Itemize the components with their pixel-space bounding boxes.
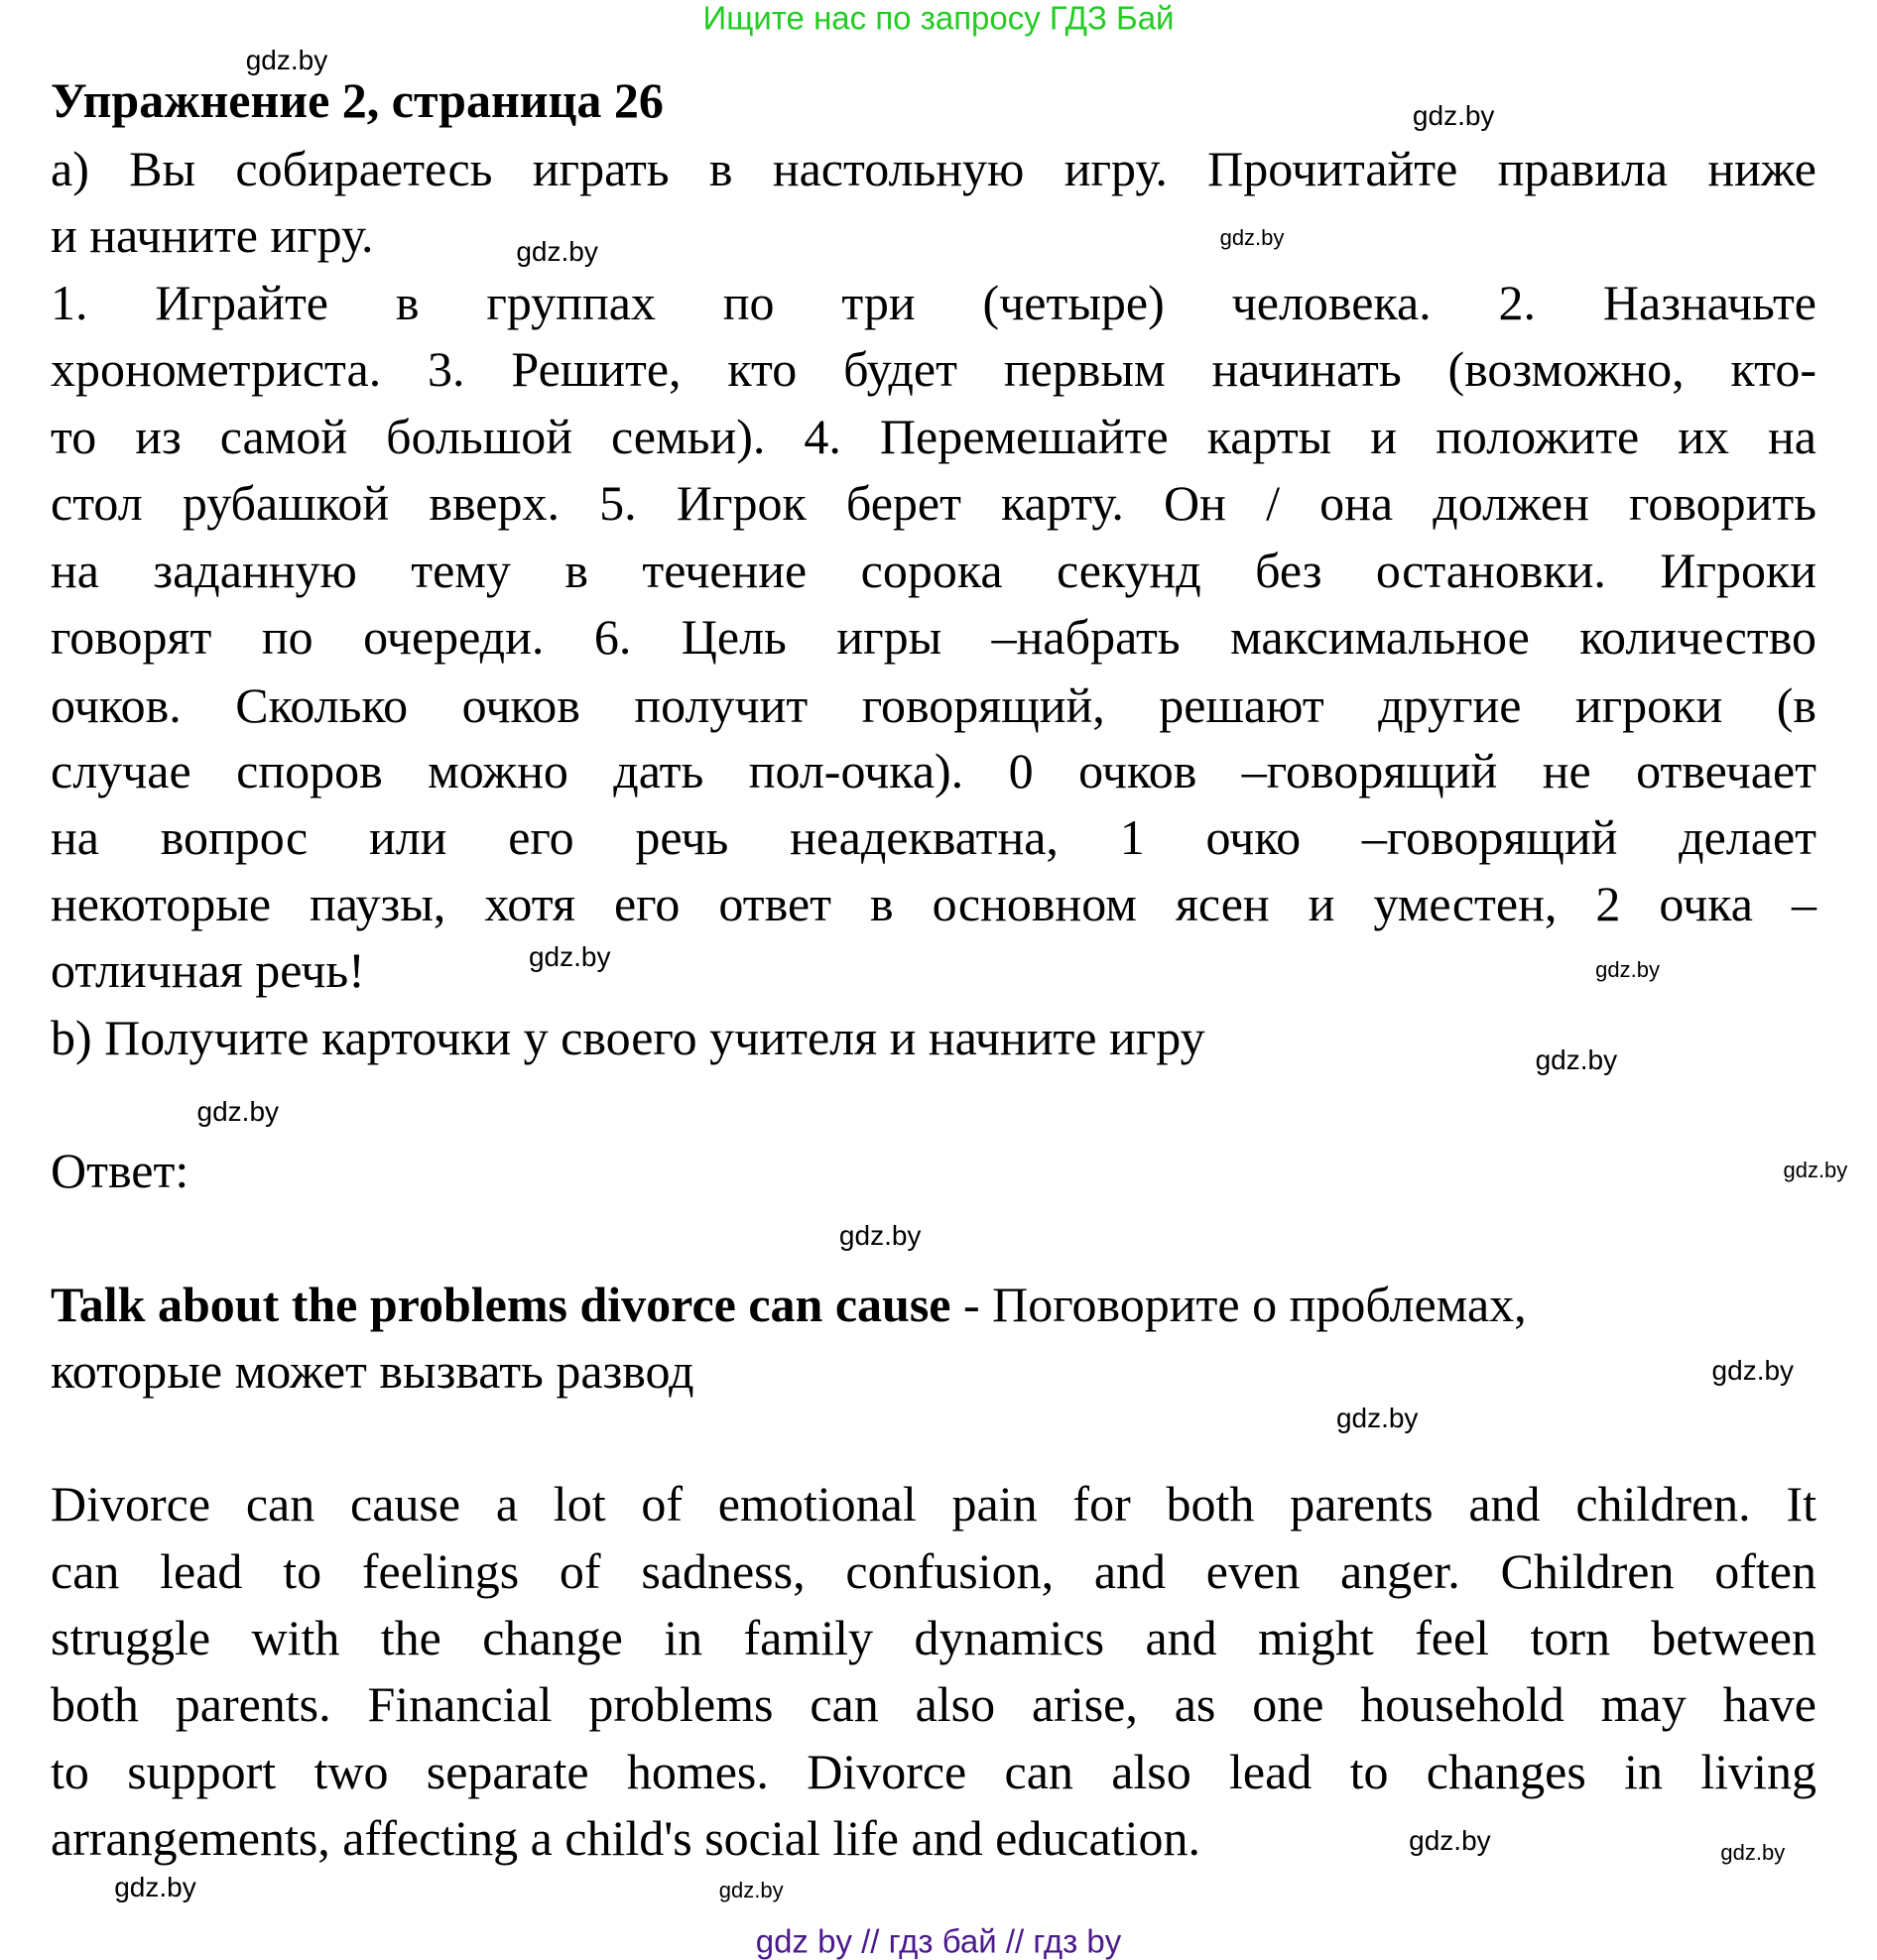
exercise-title: Упражнение 2, страница 26 [51,71,664,128]
task-text-line: некоторые паузы, хотя его ответ в основном ясен и уместен, 2 очка – [51,876,1816,932]
watermark: gdz.by [1720,1839,1786,1865]
task-text-line: стол рубашкой вверх. 5. Игрок берет карту. Он / она должен говорить [51,475,1816,532]
watermark: gdz.by [1783,1157,1848,1182]
watermark: gdz.by [1412,100,1495,132]
answer-text-line: Divorce can cause a lot of emotional pain for both parents and children. It [51,1475,1816,1531]
top-banner: Ищите нас по запросу ГДЗ Бай [702,0,1175,37]
task-text-line: отличная речь! [51,942,365,999]
answer-text-line: arrangements, affecting a child's social life and education. [51,1809,1201,1866]
section-heading [51,1277,1816,1332]
watermark: gdz.by [718,1877,784,1902]
answer-text-line: both parents. Financial problems can also arise, as one household may have [51,1675,1816,1732]
task-text-line: то из самой большой семьи). 4. Перемешайте карты и положите их на [51,409,1816,465]
watermark: gdz.by [114,1872,196,1903]
answer-text-line: to support two separate homes. Divorce can also lead to changes in living [51,1743,1816,1799]
answer-text-line: can lead to feelings of sadness, confusion, and even anger. Children often [51,1542,1816,1599]
task-text-line: b) Получите карточки у своего учителя и начните игру [51,1010,1205,1066]
task-text-line: говорят по очереди. 6. Цель игры –набрать максимальное количество [51,609,1816,666]
task-text-line: на заданную тему в течение сорока секунд без остановки. Игроки [51,543,1816,599]
watermark: gdz.by [1409,1825,1491,1857]
footer-links: gdz by // гдз бай // гдз by [755,1922,1122,1960]
task-text-line: очков. Сколько очков получит говорящий, решают другие игроки (в [51,676,1816,733]
heading-translation: - Поговорите о проблемах, [950,1277,1527,1332]
task-text-line: и начните игру. [51,207,374,264]
watermark: gdz.by [528,941,611,973]
watermark: gdz.by [838,1219,922,1251]
task-text-line: 1. Играйте в группах по три (четыре) человека. 2. Назначьте [51,275,1816,331]
watermark: gdz.by [1535,1043,1618,1075]
watermark: gdz.by [245,44,328,75]
answer-text-line: struggle with the change in family dynamics and might feel torn between [51,1609,1816,1665]
task-text-line: а) Вы собираетесь играть в настольную игру. Прочитайте правила ниже [51,141,1816,197]
watermark: gdz.by [196,1095,280,1127]
heading-english: Talk about the problems divorce can cause [51,1277,951,1332]
section-heading-line2: которые может вызвать развод [51,1342,694,1399]
watermark: gdz.by [1595,957,1661,983]
task-text-line: на вопрос или его речь неадекватна, 1 очко –говорящий делает [51,809,1816,866]
watermark: gdz.by [1219,224,1285,250]
answer-label: Ответ: [51,1142,189,1198]
task-text-line: хронометриста. 3. Решите, кто будет первым начинать (возможно, кто- [51,341,1816,398]
task-text-line: случае споров можно дать пол-очка). 0 очков –говорящий не отвечает [51,743,1816,799]
watermark: gdz.by [1335,1402,1419,1433]
watermark: gdz.by [516,235,598,267]
watermark: gdz.by [1711,1354,1795,1386]
